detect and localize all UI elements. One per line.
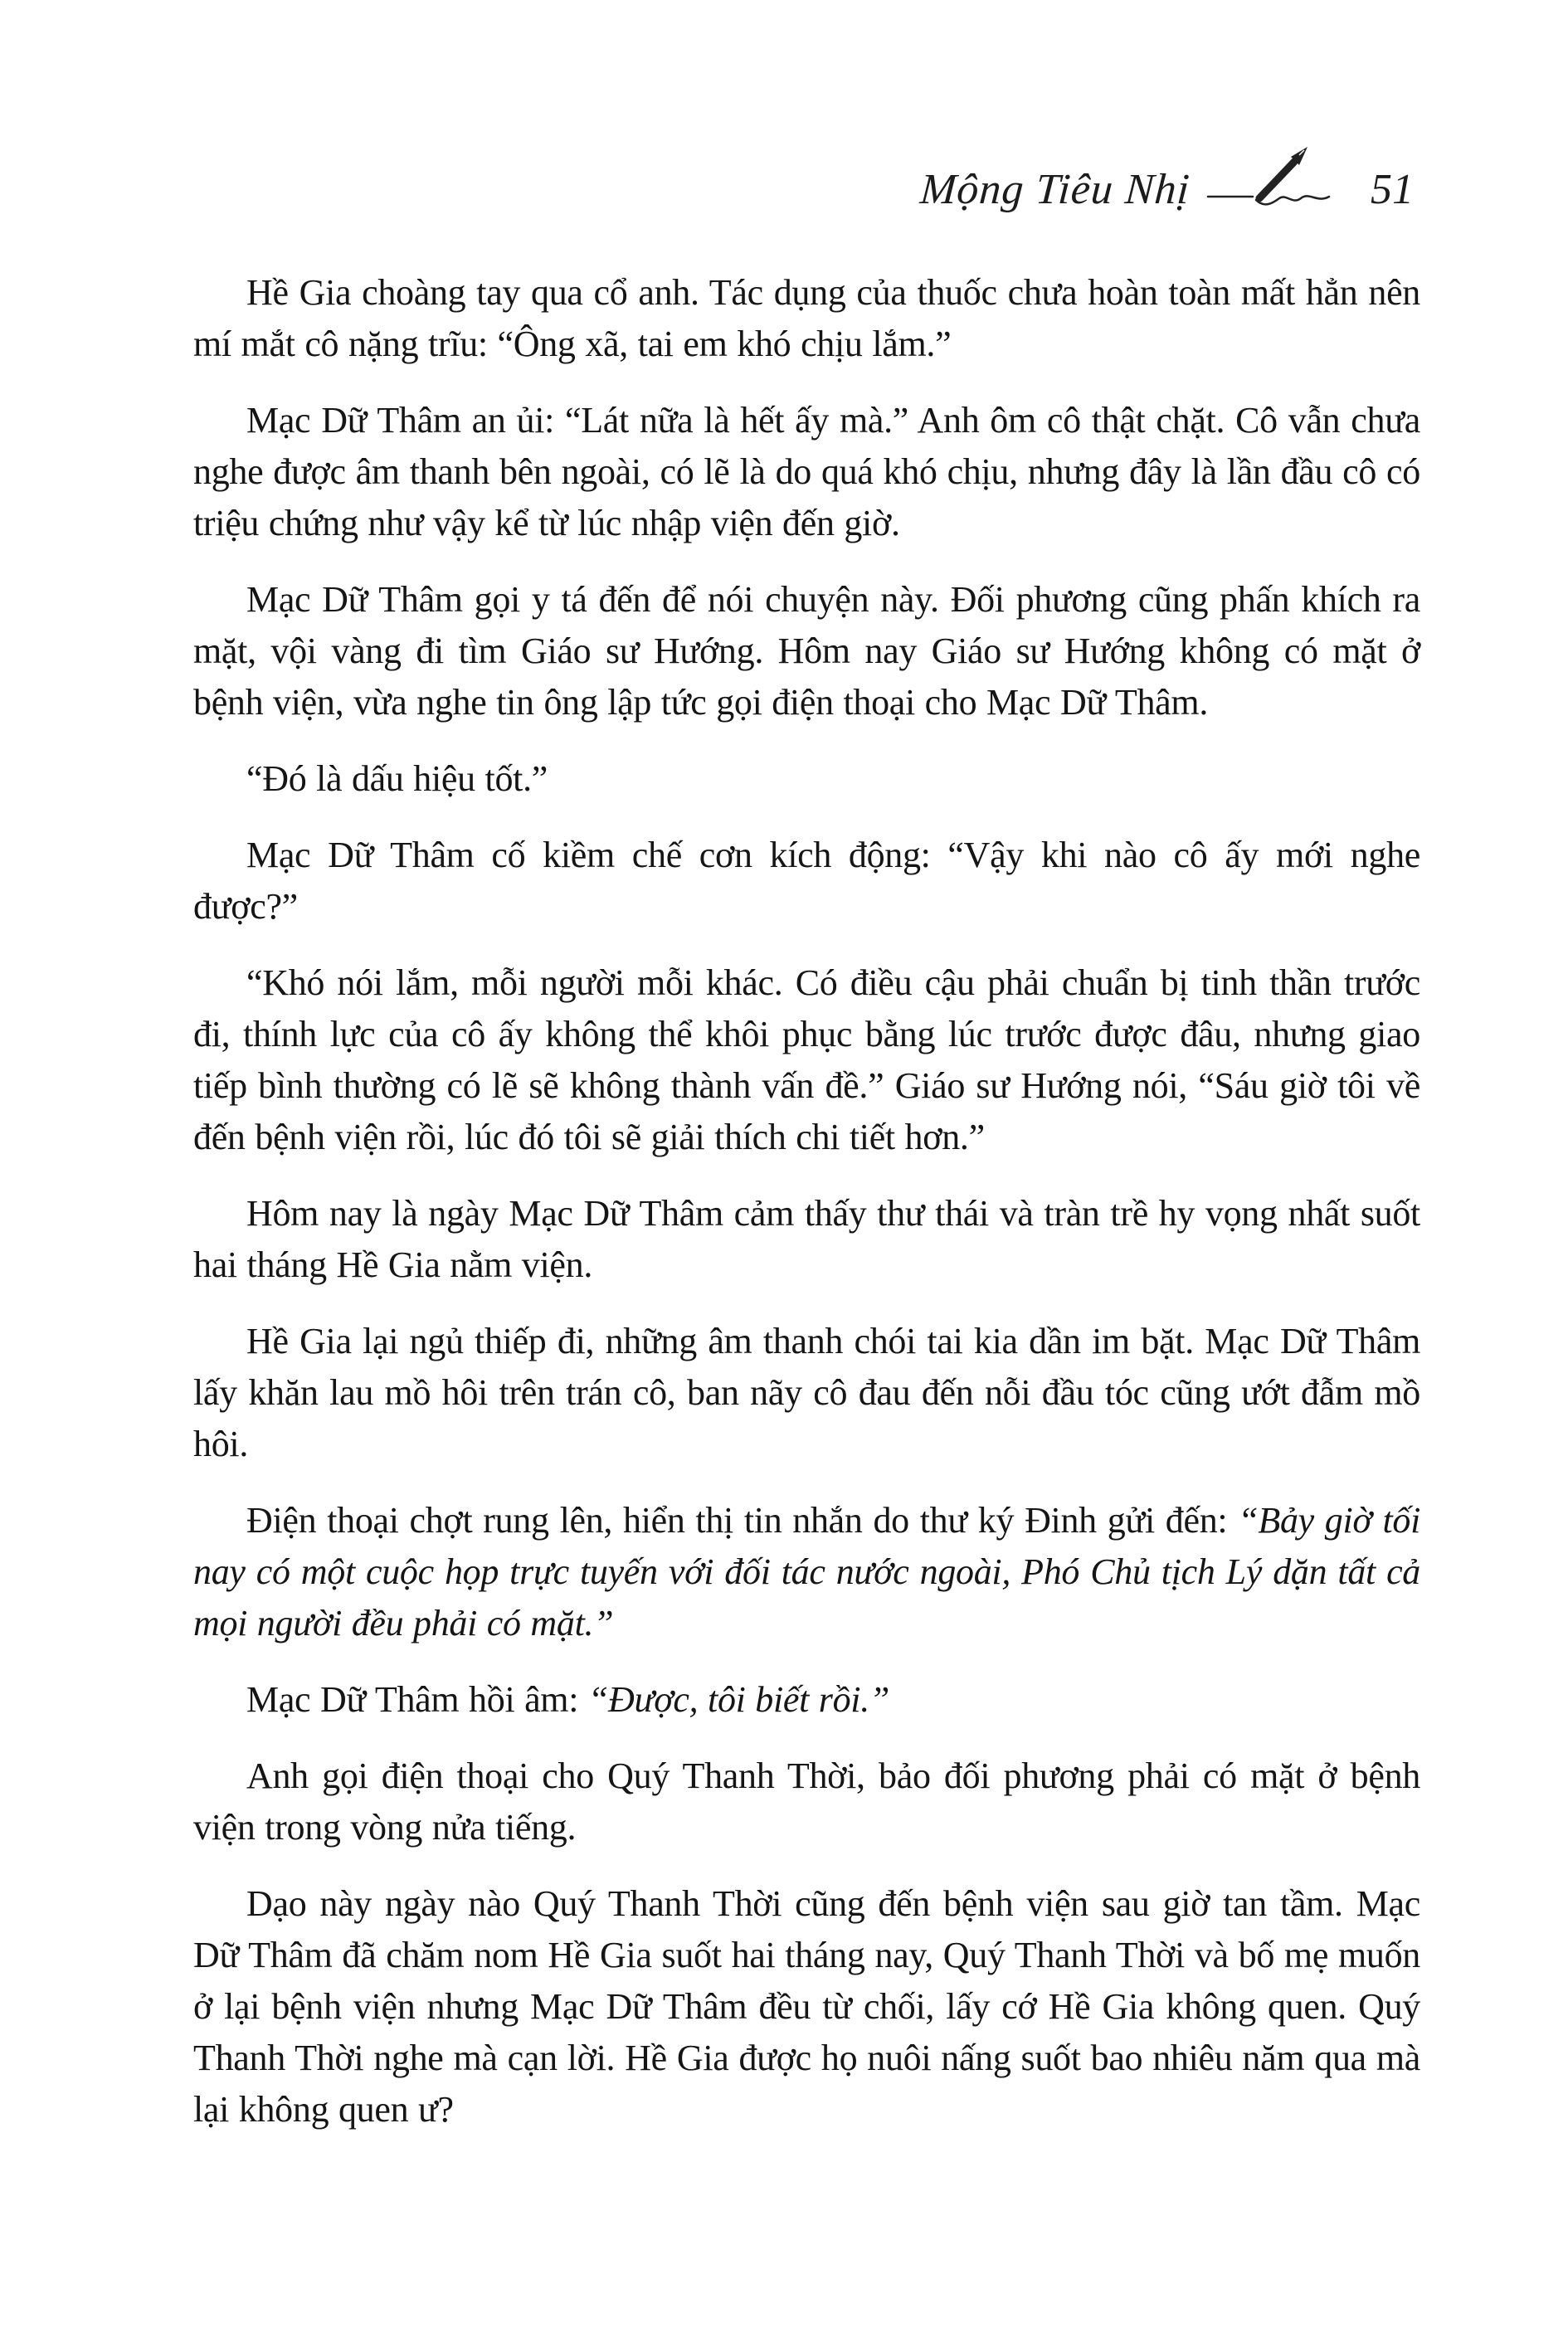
paragraph: [193, 1878, 1420, 2135]
book-title: Mộng Tiêu Nhị: [918, 166, 1192, 213]
page-number: 51: [1371, 166, 1414, 213]
paragraph: [193, 267, 1420, 370]
paragraph-text: Hôm nay là ngày Mạc Dữ Thâm cảm thấy thư thái và tràn trề hy vọng nhất suốt hai tháng Hề Gia nằm viện.: [193, 1193, 1420, 1285]
pen-icon: [1206, 145, 1331, 217]
paragraph: [193, 574, 1420, 728]
paragraph-text: Mạc Dữ Thâm hồi âm:: [246, 1679, 588, 1720]
paragraph-text: Hề Gia lại ngủ thiếp đi, những âm thanh chói tai kia dần im bặt. Mạc Dữ Thâm lấy khăn lau mồ hôi trên trán cô, ban nãy cô đau đến nỗi đầu tóc cũng ướt đẫm mồ hôi.: [193, 1321, 1420, 1464]
paragraphs: [193, 267, 1420, 2160]
paragraph-text: Mạc Dữ Thâm an ủi: “Lát nữa là hết ấy mà.” Anh ôm cô thật chặt. Cô vẫn chưa nghe được âm thanh bên ngoài, có lẽ là do quá khó chịu, nhưng đây là lần đầu cô có triệu chứng như vậy kể từ lúc nhập viện đến giờ.: [193, 400, 1420, 543]
paragraph-text-italic: “Bảy giờ tối nay có một cuộc họp trực tuyến với đối tác nước ngoài, Phó Chủ tịch Lý dặn tất cả mọi người đều phải có mặt.”: [193, 1500, 1420, 1643]
paragraph: [193, 753, 1420, 805]
paragraph-text: “Khó nói lắm, mỗi người mỗi khác. Có điều cậu phải chuẩn bị tinh thần trước đi, thính lực của cô ấy không thể khôi phục bằng lúc trước được đâu, nhưng giao tiếp bình thường có lẽ sẽ không thành vấn đề.” Giáo sư Hướng nói, “Sáu giờ tôi về đến bệnh viện rồi, lúc đó tôi sẽ giải thích chi tiết hơn.”: [193, 962, 1420, 1157]
paragraph-text: Anh gọi điện thoại cho Quý Thanh Thời, bảo đối phương phải có mặt ở bệnh viện trong vòng nửa tiếng.: [193, 1755, 1420, 1848]
paragraph-text: Dạo này ngày nào Quý Thanh Thời cũng đến bệnh viện sau giờ tan tầm. Mạc Dữ Thâm đã chăm nom Hề Gia suốt hai tháng nay, Quý Thanh Thời và bố mẹ muốn ở lại bệnh viện nhưng Mạc Dữ Thâm đều từ chối, lấy cớ Hề Gia không quen. Quý Thanh Thời nghe mà cạn lời. Hề Gia được họ nuôi nấng suốt bao nhiêu năm qua mà lại không quen ư?: [193, 1883, 1420, 2130]
paragraph: [193, 1495, 1420, 1649]
paragraph-text: Hề Gia choàng tay qua cổ anh. Tác dụng của thuốc chưa hoàn toàn mất hẳn nên mí mắt cô nặng trĩu: “Ông xã, tai em khó chịu lắm.”: [193, 272, 1420, 364]
paragraph-text: Mạc Dữ Thâm gọi y tá đến để nói chuyện này. Đối phương cũng phấn khích ra mặt, vội vàng đi tìm Giáo sư Hướng. Hôm nay Giáo sư Hướng không có mặt ở bệnh viện, vừa nghe tin ông lập tức gọi điện thoại cho Mạc Dữ Thâm.: [193, 579, 1420, 723]
paragraph: [193, 957, 1420, 1163]
paragraph: [193, 1674, 1420, 1726]
paragraph-text: Mạc Dữ Thâm cố kiềm chế cơn kích động: “Vậy khi nào cô ấy mới nghe được?”: [193, 835, 1420, 927]
paragraph-text-italic: “Được, tôi biết rồi.”: [587, 1679, 890, 1720]
paragraph-text: “Đó là dấu hiệu tốt.”: [246, 758, 548, 799]
paragraph-text: Điện thoại chợt rung lên, hiển thị tin nhắn do thư ký Đinh gửi đến:: [246, 1500, 1239, 1541]
paragraph: [193, 395, 1420, 549]
paragraph: [193, 1316, 1420, 1470]
running-header: [0, 145, 1414, 217]
paragraph: [193, 1751, 1420, 1853]
paragraph: [193, 830, 1420, 933]
paragraph: [193, 1188, 1420, 1291]
